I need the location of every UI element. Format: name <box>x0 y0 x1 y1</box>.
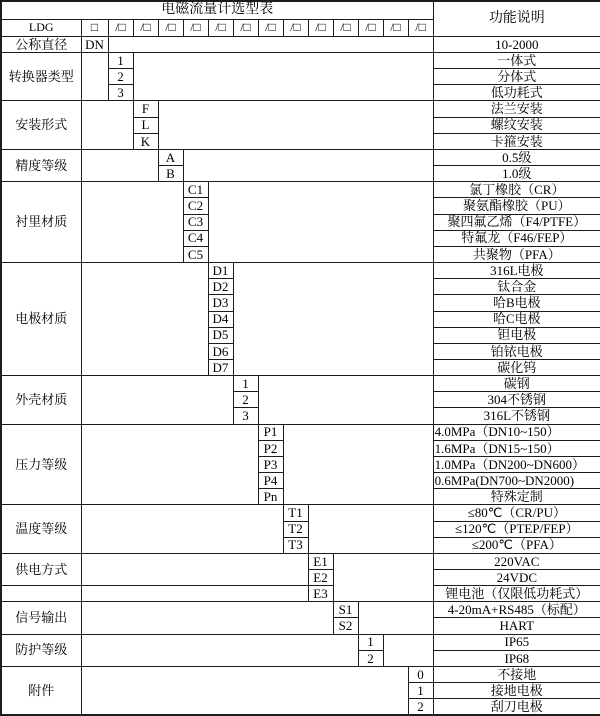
merged-blank-cell <box>333 553 433 601</box>
option-desc-cell: 卡箍安装 <box>433 133 600 149</box>
merged-blank-cell <box>81 376 233 424</box>
table-row <box>1 602 600 618</box>
option-code-cell: 3 <box>108 85 133 101</box>
selection-rows <box>1 36 600 715</box>
option-code-cell: D4 <box>208 311 233 327</box>
option-code-cell: E2 <box>308 570 333 586</box>
option-code-cell: D5 <box>208 327 233 343</box>
option-code-cell: K <box>133 133 158 149</box>
merged-blank-cell <box>258 376 433 424</box>
merged-blank-cell <box>81 553 308 585</box>
option-desc-cell: IP65 <box>433 634 600 650</box>
option-code-cell: C5 <box>183 246 208 262</box>
merged-blank-cell <box>183 149 433 181</box>
merged-blank-cell <box>81 586 308 602</box>
option-desc-cell: 聚四氟乙烯（F4/PTFE） <box>433 214 600 230</box>
category-label: 防护等级 <box>1 634 81 666</box>
option-desc-cell: 304不锈钢 <box>433 392 600 408</box>
model-slot-cell: /□ <box>108 19 133 36</box>
option-desc-cell: 4-20mA+RS485（标配） <box>433 602 600 618</box>
merged-blank-cell <box>133 53 433 101</box>
option-code-cell: 2 <box>233 392 258 408</box>
merged-blank-cell <box>158 101 433 149</box>
option-desc-cell: 10-2000 <box>433 36 600 52</box>
option-code-cell: B <box>158 166 183 182</box>
option-code-cell: D7 <box>208 359 233 375</box>
option-desc-cell: 共聚物（PFA） <box>433 246 600 262</box>
option-code-cell: 0 <box>408 666 433 682</box>
category-label: 衬里材质 <box>1 182 81 263</box>
category-label: 供电方式 <box>1 553 81 585</box>
merged-blank-cell <box>81 182 183 263</box>
category-label: 公称直径 <box>1 36 81 52</box>
option-desc-cell: 钛合金 <box>433 279 600 295</box>
option-code-cell: L <box>133 117 158 133</box>
category-label: 安装形式 <box>1 101 81 149</box>
table-row <box>1 424 600 440</box>
option-code-cell: D1 <box>208 263 233 279</box>
merged-blank-cell <box>308 505 433 553</box>
model-slot-cell: /□ <box>283 19 308 36</box>
merged-blank-cell <box>81 53 108 101</box>
option-desc-cell: 哈C电极 <box>433 311 600 327</box>
option-desc-cell: 1.0MPa（DN200~DN600） <box>433 456 600 472</box>
model-box-cell: □ <box>81 19 108 36</box>
merged-blank-cell <box>81 505 283 553</box>
option-desc-cell: 4.0MPa（DN10~150） <box>433 424 600 440</box>
table-row <box>1 101 600 117</box>
option-desc-cell: 锂电池（仅限低功耗式） <box>433 586 600 602</box>
option-desc-cell: 分体式 <box>433 69 600 85</box>
merged-blank-cell <box>208 182 433 263</box>
table-row <box>1 182 600 198</box>
option-desc-cell: IP68 <box>433 650 600 666</box>
option-desc-cell: 螺纹安装 <box>433 117 600 133</box>
category-label: 温度等级 <box>1 505 81 553</box>
category-label: 附件 <box>1 666 81 715</box>
model-slot-cell: /□ <box>258 19 283 36</box>
option-code-cell: C3 <box>183 214 208 230</box>
option-code-cell: T1 <box>283 505 308 521</box>
option-code-cell: 1 <box>408 683 433 699</box>
option-desc-cell: 特殊定制 <box>433 489 600 505</box>
option-desc-cell: 0.5级 <box>433 149 600 165</box>
category-label: 精度等级 <box>1 149 81 181</box>
option-desc-cell: HART <box>433 618 600 634</box>
option-code-cell: P4 <box>258 473 283 489</box>
category-label: 压力等级 <box>1 424 81 505</box>
option-code-cell: F <box>133 101 158 117</box>
table-row <box>1 634 600 650</box>
option-desc-cell: 碳钢 <box>433 376 600 392</box>
table-row <box>1 263 600 279</box>
option-desc-cell: 220VAC <box>433 553 600 569</box>
option-code-cell: 1 <box>233 376 258 392</box>
option-code-cell: 2 <box>408 699 433 715</box>
option-code-cell: T2 <box>283 521 308 537</box>
table-row <box>1 53 600 69</box>
model-slot-cell: /□ <box>358 19 383 36</box>
option-code-cell: 3 <box>233 408 258 424</box>
merged-blank-cell <box>81 101 133 149</box>
merged-blank-cell <box>283 424 433 505</box>
merged-blank-cell <box>81 602 333 634</box>
option-code-cell: A <box>158 149 183 165</box>
option-code-cell: 2 <box>108 69 133 85</box>
table-row <box>1 36 600 52</box>
model-prefix: LDG <box>1 19 81 36</box>
option-code-cell: E3 <box>308 586 333 602</box>
option-desc-cell: 特氟龙（F46/FEP） <box>433 230 600 246</box>
option-code-cell: D3 <box>208 295 233 311</box>
category-label: 电极材质 <box>1 263 81 376</box>
merged-blank-cell <box>81 149 158 181</box>
option-desc-cell: ≤80℃（CR/PU） <box>433 505 600 521</box>
model-slot-cell: /□ <box>333 19 358 36</box>
merged-blank-cell <box>81 666 408 715</box>
option-desc-cell: ≤120℃（PTEP/FEP） <box>433 521 600 537</box>
option-desc-cell: ≤200℃（PFA） <box>433 537 600 553</box>
option-desc-cell: 不接地 <box>433 666 600 682</box>
option-code-cell: 1 <box>358 634 383 650</box>
option-code-cell: S2 <box>333 618 358 634</box>
model-slot-cell: /□ <box>208 19 233 36</box>
option-desc-cell: 0.6MPa(DN700~DN2000) <box>433 473 600 489</box>
option-code-cell: P3 <box>258 456 283 472</box>
option-desc-cell: 碳化钨 <box>433 359 600 375</box>
title-row <box>1 1 600 19</box>
function-column-header: 功能说明 <box>433 1 600 36</box>
option-desc-cell: 法兰安装 <box>433 101 600 117</box>
model-slot-cell: /□ <box>383 19 408 36</box>
merged-blank-cell <box>358 602 433 634</box>
option-code-cell: S1 <box>333 602 358 618</box>
option-code-cell: C2 <box>183 198 208 214</box>
option-code-cell: D2 <box>208 279 233 295</box>
merged-blank-cell <box>81 263 208 376</box>
option-code-cell: Pn <box>258 489 283 505</box>
merged-blank-cell <box>81 634 358 666</box>
option-code-cell: E1 <box>308 553 333 569</box>
model-slot-cell: /□ <box>408 19 433 36</box>
category-label: 转换器类型 <box>1 53 81 101</box>
option-desc-cell: 刮刀电极 <box>433 699 600 715</box>
merged-blank-cell <box>81 424 258 505</box>
model-slot-cell: /□ <box>233 19 258 36</box>
merged-blank-cell <box>383 634 433 666</box>
model-slot-cell: /□ <box>158 19 183 36</box>
option-desc-cell: 1.6MPa（DN15~150） <box>433 440 600 456</box>
category-label: 外壳材质 <box>1 376 81 424</box>
option-code-cell: T3 <box>283 537 308 553</box>
category-label: 信号输出 <box>1 602 81 634</box>
table-row <box>1 376 600 392</box>
table-row <box>1 553 600 569</box>
model-slot-cell: /□ <box>308 19 333 36</box>
option-desc-cell: 铂铱电极 <box>433 343 600 359</box>
option-desc-cell: 一体式 <box>433 53 600 69</box>
merged-blank-cell <box>108 36 433 52</box>
option-code-cell: C4 <box>183 230 208 246</box>
table-title: 电磁流量计选型表 <box>1 1 433 19</box>
option-desc-cell: 接地电极 <box>433 683 600 699</box>
option-code-cell: 2 <box>358 650 383 666</box>
option-code-cell: 1 <box>108 53 133 69</box>
option-code-cell: P1 <box>258 424 283 440</box>
table-row <box>1 149 600 165</box>
model-slot-cell: /□ <box>183 19 208 36</box>
table-row <box>1 666 600 682</box>
option-desc-cell: 24VDC <box>433 570 600 586</box>
table-row <box>1 505 600 521</box>
option-desc-cell: 316L电极 <box>433 263 600 279</box>
option-desc-cell: 316L不锈钢 <box>433 408 600 424</box>
option-code-cell: C1 <box>183 182 208 198</box>
option-desc-cell: 聚氨酯橡胶（PU） <box>433 198 600 214</box>
table-row <box>1 586 600 602</box>
option-code-cell: DN <box>81 36 108 52</box>
merged-blank-cell <box>233 263 433 376</box>
model-slot-cell: /□ <box>133 19 158 36</box>
option-desc-cell: 氯丁橡胶（CR） <box>433 182 600 198</box>
option-desc-cell: 1.0级 <box>433 166 600 182</box>
option-desc-cell: 哈B电极 <box>433 295 600 311</box>
option-code-cell: D6 <box>208 343 233 359</box>
option-desc-cell: 钽电极 <box>433 327 600 343</box>
category-label-empty <box>1 586 81 602</box>
option-code-cell: P2 <box>258 440 283 456</box>
option-desc-cell: 低功耗式 <box>433 85 600 101</box>
